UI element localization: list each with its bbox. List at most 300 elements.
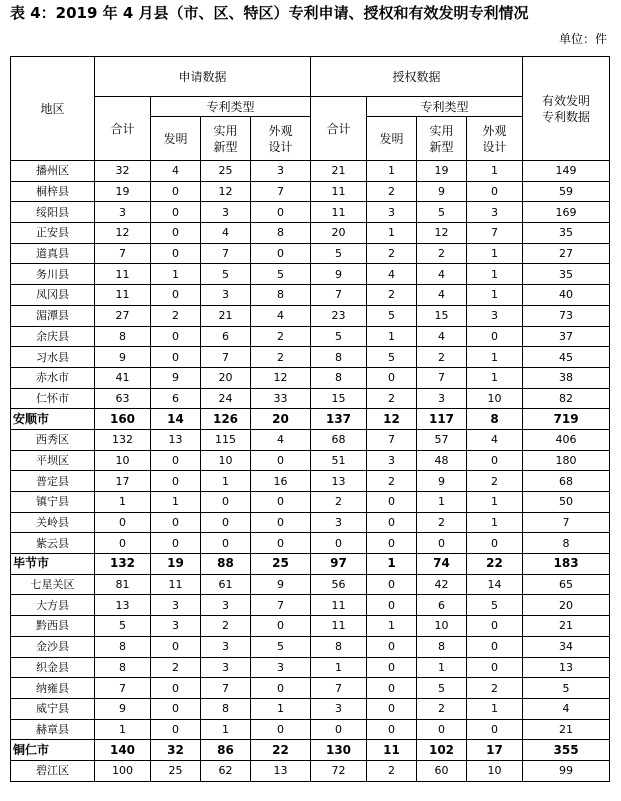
region-cell: 赤水市: [11, 367, 95, 388]
grant-total-cell: 5: [311, 243, 367, 264]
table-row: [11, 512, 610, 533]
valid-invention-cell: 68: [523, 471, 610, 492]
table-row: [11, 492, 610, 513]
grant-utility-cell: 4: [417, 264, 467, 285]
region-cell: 紫云县: [11, 533, 95, 554]
application-invention-cell: 0: [151, 471, 201, 492]
grant-design-cell: 0: [467, 326, 523, 347]
grant-utility-cell: 8: [417, 636, 467, 657]
application-invention-cell: 2: [151, 657, 201, 678]
grant-utility-cell: 57: [417, 429, 467, 450]
valid-invention-cell: 73: [523, 305, 610, 326]
grant-design-cell: 1: [467, 347, 523, 368]
valid-invention-cell: 183: [523, 554, 610, 575]
application-invention-cell: 4: [151, 161, 201, 182]
application-total-cell: 27: [95, 305, 151, 326]
application-invention-cell: 0: [151, 285, 201, 306]
valid-invention-cell: 169: [523, 202, 610, 223]
application-total-cell: 32: [95, 161, 151, 182]
application-design-cell: 0: [251, 616, 311, 637]
application-utility-cell: 3: [201, 202, 251, 223]
application-invention-cell: 0: [151, 347, 201, 368]
grant-total-cell: 2: [311, 492, 367, 513]
valid-invention-cell: 20: [523, 595, 610, 616]
application-invention-cell: 11: [151, 574, 201, 595]
grant-design-cell: 3: [467, 202, 523, 223]
grant-design-cell: 0: [467, 450, 523, 471]
grant-total-cell: 3: [311, 512, 367, 533]
application-utility-cell: 6: [201, 326, 251, 347]
application-utility-cell: 0: [201, 512, 251, 533]
grant-invention-cell: 12: [367, 409, 417, 430]
application-design-cell: 7: [251, 595, 311, 616]
grant-total-cell: 21: [311, 161, 367, 182]
application-utility-cell: 20: [201, 367, 251, 388]
grant-design-cell: 1: [467, 285, 523, 306]
grant-total-cell: 7: [311, 285, 367, 306]
patent-statistics-table: [10, 56, 610, 782]
application-design-cell: 2: [251, 347, 311, 368]
grant-invention-cell: 0: [367, 512, 417, 533]
grant-total-cell: 56: [311, 574, 367, 595]
table-row: [11, 305, 610, 326]
table-row: [11, 388, 610, 409]
grant-design-cell: 8: [467, 409, 523, 430]
grant-invention-cell: 0: [367, 636, 417, 657]
application-total-cell: 81: [95, 574, 151, 595]
application-invention-cell: 0: [151, 698, 201, 719]
application-design-cell: 22: [251, 740, 311, 761]
application-total-cell: 132: [95, 554, 151, 575]
application-utility-cell: 25: [201, 161, 251, 182]
grant-utility-cell: 4: [417, 326, 467, 347]
application-total-cell: 7: [95, 678, 151, 699]
application-invention-cell: 13: [151, 429, 201, 450]
grant-design-cell: 1: [467, 698, 523, 719]
grant-design-cell: 14: [467, 574, 523, 595]
application-invention-cell: 1: [151, 492, 201, 513]
grant-total-cell: 137: [311, 409, 367, 430]
application-design-cell: 0: [251, 719, 311, 740]
application-total-cell: 8: [95, 326, 151, 347]
city-row: [11, 740, 610, 761]
grant-total-cell: 130: [311, 740, 367, 761]
valid-invention-cell: 82: [523, 388, 610, 409]
grant-invention-cell: 2: [367, 388, 417, 409]
application-utility-label: 实用新型: [213, 123, 238, 154]
application-utility-cell: 0: [201, 533, 251, 554]
table-row: [11, 636, 610, 657]
grant-total-cell: 8: [311, 636, 367, 657]
application-total-cell: 9: [95, 698, 151, 719]
valid-invention-cell: 50: [523, 492, 610, 513]
grant-design-cell: 17: [467, 740, 523, 761]
grant-invention-cell: 2: [367, 760, 417, 781]
application-utility-cell: 3: [201, 285, 251, 306]
grant-total-cell: 20: [311, 223, 367, 244]
grant-total-cell: 23: [311, 305, 367, 326]
grant-total-cell: 0: [311, 719, 367, 740]
grant-utility-cell: 102: [417, 740, 467, 761]
grant-utility-cell: 1: [417, 492, 467, 513]
region-cell: 仁怀市: [11, 388, 95, 409]
application-design-cell: 0: [251, 450, 311, 471]
grant-utility-cell: 5: [417, 678, 467, 699]
region-cell: 七星关区: [11, 574, 95, 595]
grant-invention-cell: 1: [367, 616, 417, 637]
valid-invention-cell: 34: [523, 636, 610, 657]
grant-design-cell: 1: [467, 243, 523, 264]
valid-invention-cell: 37: [523, 326, 610, 347]
table-row: [11, 223, 610, 244]
grant-invention-cell: 5: [367, 347, 417, 368]
application-invention-cell: 0: [151, 181, 201, 202]
valid-invention-cell: 27: [523, 243, 610, 264]
application-utility-cell: 3: [201, 595, 251, 616]
grant-design-cell: 5: [467, 595, 523, 616]
grant-utility-cell: 42: [417, 574, 467, 595]
grant-total-cell: 51: [311, 450, 367, 471]
table-row: [11, 698, 610, 719]
application-utility-cell: 1: [201, 719, 251, 740]
application-utility-cell: 5: [201, 264, 251, 285]
region-cell: 黔西县: [11, 616, 95, 637]
application-invention-cell: 2: [151, 305, 201, 326]
region-cell: 绥阳县: [11, 202, 95, 223]
application-design-cell: 13: [251, 760, 311, 781]
table-body: [11, 161, 610, 782]
grant-total-cell: 11: [311, 181, 367, 202]
grant-design-cell: 0: [467, 533, 523, 554]
valid-invention-cell: 99: [523, 760, 610, 781]
application-design-cell: 0: [251, 492, 311, 513]
application-design-cell: 2: [251, 326, 311, 347]
application-utility-cell: 1: [201, 471, 251, 492]
grant-invention-cell: 1: [367, 554, 417, 575]
table-row: [11, 760, 610, 781]
application-invention-cell: 0: [151, 636, 201, 657]
grant-invention-cell: 2: [367, 181, 417, 202]
grant-utility-cell: 12: [417, 223, 467, 244]
application-invention-cell: 3: [151, 595, 201, 616]
application-design-cell: 7: [251, 181, 311, 202]
valid-invention-cell: 35: [523, 264, 610, 285]
region-cell: 正安县: [11, 223, 95, 244]
application-total-cell: 140: [95, 740, 151, 761]
table-row: [11, 367, 610, 388]
grant-utility-cell: 9: [417, 181, 467, 202]
application-total-cell: 3: [95, 202, 151, 223]
application-design-cell: 0: [251, 243, 311, 264]
grant-design-cell: 0: [467, 616, 523, 637]
region-cell: 余庆县: [11, 326, 95, 347]
application-total-cell: 9: [95, 347, 151, 368]
grant-design-cell: 0: [467, 719, 523, 740]
application-utility-header: [201, 117, 251, 161]
application-invention-cell: 0: [151, 326, 201, 347]
valid-invention-cell: 45: [523, 347, 610, 368]
grant-total-cell: 15: [311, 388, 367, 409]
application-utility-cell: 8: [201, 698, 251, 719]
application-design-cell: 20: [251, 409, 311, 430]
city-row: [11, 554, 610, 575]
table-row: [11, 429, 610, 450]
grant-utility-cell: 3: [417, 388, 467, 409]
region-cell: 务川县: [11, 264, 95, 285]
grant-utility-cell: 0: [417, 533, 467, 554]
grant-design-cell: 22: [467, 554, 523, 575]
grant-utility-cell: 7: [417, 367, 467, 388]
grant-design-cell: 2: [467, 678, 523, 699]
application-design-cell: 1: [251, 698, 311, 719]
application-utility-cell: 61: [201, 574, 251, 595]
grant-utility-cell: 9: [417, 471, 467, 492]
table-row: [11, 719, 610, 740]
region-cell: 关岭县: [11, 512, 95, 533]
grant-total-header: 合计: [311, 97, 367, 161]
application-design-cell: 0: [251, 512, 311, 533]
application-total-cell: 17: [95, 471, 151, 492]
grant-total-cell: 11: [311, 595, 367, 616]
grant-utility-cell: 1: [417, 657, 467, 678]
valid-invention-cell: 7: [523, 512, 610, 533]
grant-design-cell: 1: [467, 492, 523, 513]
grant-total-cell: 3: [311, 698, 367, 719]
table-row: [11, 326, 610, 347]
application-invention-cell: 3: [151, 616, 201, 637]
grant-invention-cell: 0: [367, 657, 417, 678]
application-utility-cell: 0: [201, 492, 251, 513]
application-invention-cell: 1: [151, 264, 201, 285]
application-design-cell: 25: [251, 554, 311, 575]
valid-invention-cell: 38: [523, 367, 610, 388]
grant-invention-cell: 1: [367, 223, 417, 244]
application-utility-cell: 88: [201, 554, 251, 575]
table-row: [11, 450, 610, 471]
application-design-cell: 0: [251, 202, 311, 223]
table-title: 表 4：2019 年 4 月县（市、区、特区）专利申请、授权和有效发明专利情况: [10, 4, 529, 22]
application-total-cell: 5: [95, 616, 151, 637]
application-utility-cell: 21: [201, 305, 251, 326]
application-invention-cell: 32: [151, 740, 201, 761]
application-design-cell: 5: [251, 264, 311, 285]
grant-invention-cell: 3: [367, 450, 417, 471]
application-invention-cell: 0: [151, 223, 201, 244]
valid-invention-cell: 8: [523, 533, 610, 554]
application-total-cell: 13: [95, 595, 151, 616]
grant-utility-cell: 19: [417, 161, 467, 182]
valid-invention-header: [523, 57, 610, 161]
application-design-cell: 3: [251, 161, 311, 182]
valid-invention-cell: 21: [523, 719, 610, 740]
application-utility-cell: 62: [201, 760, 251, 781]
application-invention-cell: 6: [151, 388, 201, 409]
grant-utility-cell: 4: [417, 285, 467, 306]
grant-invention-header: 发明: [367, 117, 417, 161]
grant-design-cell: 0: [467, 636, 523, 657]
region-cell: 纳雍县: [11, 678, 95, 699]
grant-invention-cell: 4: [367, 264, 417, 285]
grant-total-cell: 11: [311, 616, 367, 637]
application-design-cell: 12: [251, 367, 311, 388]
application-invention-cell: 25: [151, 760, 201, 781]
grant-total-cell: 68: [311, 429, 367, 450]
grant-utility-header: [417, 117, 467, 161]
application-total-cell: 132: [95, 429, 151, 450]
valid-invention-cell: 59: [523, 181, 610, 202]
grant-design-header: [467, 117, 523, 161]
table-row: [11, 243, 610, 264]
table-row: [11, 181, 610, 202]
table-row: [11, 285, 610, 306]
grant-total-cell: 8: [311, 347, 367, 368]
application-total-cell: 11: [95, 264, 151, 285]
valid-invention-cell: 180: [523, 450, 610, 471]
application-design-cell: 16: [251, 471, 311, 492]
application-total-cell: 0: [95, 512, 151, 533]
table-row: [11, 616, 610, 637]
grant-design-cell: 1: [467, 264, 523, 285]
grant-invention-cell: 1: [367, 161, 417, 182]
unit-label: 单位：件: [558, 32, 607, 46]
application-invention-cell: 19: [151, 554, 201, 575]
application-total-cell: 63: [95, 388, 151, 409]
table-row: [11, 161, 610, 182]
grant-utility-cell: 2: [417, 243, 467, 264]
grant-invention-cell: 0: [367, 698, 417, 719]
grant-utility-cell: 5: [417, 202, 467, 223]
grant-utility-cell: 60: [417, 760, 467, 781]
application-invention-cell: 0: [151, 719, 201, 740]
grant-utility-cell: 0: [417, 719, 467, 740]
region-cell: 习水县: [11, 347, 95, 368]
grant-design-cell: 1: [467, 161, 523, 182]
grant-invention-cell: 3: [367, 202, 417, 223]
grant-design-label: 外观设计: [482, 123, 507, 154]
region-cell: 碧江区: [11, 760, 95, 781]
valid-invention-cell: 355: [523, 740, 610, 761]
application-utility-cell: 86: [201, 740, 251, 761]
application-total-cell: 11: [95, 285, 151, 306]
application-total-cell: 160: [95, 409, 151, 430]
application-invention-cell: 0: [151, 533, 201, 554]
region-cell: 大方县: [11, 595, 95, 616]
region-cell: 毕节市: [11, 554, 95, 575]
region-cell: 安顺市: [11, 409, 95, 430]
grant-invention-cell: 7: [367, 429, 417, 450]
valid-invention-cell: 35: [523, 223, 610, 244]
grant-design-cell: 3: [467, 305, 523, 326]
table-row: [11, 678, 610, 699]
application-design-cell: 0: [251, 678, 311, 699]
application-invention-cell: 0: [151, 678, 201, 699]
application-design-cell: 9: [251, 574, 311, 595]
grant-design-cell: 10: [467, 388, 523, 409]
valid-invention-cell: 21: [523, 616, 610, 637]
application-total-header: 合计: [95, 97, 151, 161]
region-cell: 西秀区: [11, 429, 95, 450]
application-total-cell: 0: [95, 533, 151, 554]
table-row: [11, 574, 610, 595]
application-design-cell: 4: [251, 305, 311, 326]
application-invention-cell: 0: [151, 512, 201, 533]
grant-utility-cell: 2: [417, 347, 467, 368]
application-utility-cell: 126: [201, 409, 251, 430]
grant-utility-label: 实用新型: [429, 123, 454, 154]
grant-total-cell: 11: [311, 202, 367, 223]
application-total-cell: 8: [95, 636, 151, 657]
grant-invention-cell: 0: [367, 595, 417, 616]
application-utility-cell: 2: [201, 616, 251, 637]
grant-total-cell: 1: [311, 657, 367, 678]
grant-total-cell: 8: [311, 367, 367, 388]
region-cell: 普定县: [11, 471, 95, 492]
grant-invention-cell: 0: [367, 533, 417, 554]
grant-total-cell: 13: [311, 471, 367, 492]
application-invention-cell: 14: [151, 409, 201, 430]
application-total-cell: 100: [95, 760, 151, 781]
grant-invention-cell: 2: [367, 471, 417, 492]
grant-design-cell: 10: [467, 760, 523, 781]
grant-utility-cell: 117: [417, 409, 467, 430]
grant-invention-cell: 0: [367, 492, 417, 513]
region-cell: 织金县: [11, 657, 95, 678]
table-row: [11, 533, 610, 554]
application-utility-cell: 115: [201, 429, 251, 450]
valid-invention-cell: 4: [523, 698, 610, 719]
valid-invention-cell: 40: [523, 285, 610, 306]
application-design-cell: 4: [251, 429, 311, 450]
application-total-cell: 7: [95, 243, 151, 264]
grant-invention-cell: 1: [367, 326, 417, 347]
application-invention-cell: 9: [151, 367, 201, 388]
table-row: [11, 471, 610, 492]
region-cell: 铜仁市: [11, 740, 95, 761]
application-utility-cell: 7: [201, 243, 251, 264]
grant-design-cell: 0: [467, 657, 523, 678]
application-utility-cell: 4: [201, 223, 251, 244]
grant-invention-cell: 11: [367, 740, 417, 761]
application-utility-cell: 7: [201, 678, 251, 699]
grant-total-cell: 72: [311, 760, 367, 781]
region-cell: 道真县: [11, 243, 95, 264]
application-total-cell: 1: [95, 719, 151, 740]
region-cell: 金沙县: [11, 636, 95, 657]
region-header: 地区: [11, 57, 95, 161]
application-design-cell: 8: [251, 285, 311, 306]
application-header: 申请数据: [95, 57, 311, 97]
grant-invention-cell: 0: [367, 678, 417, 699]
application-total-cell: 8: [95, 657, 151, 678]
application-total-cell: 12: [95, 223, 151, 244]
grant-utility-cell: 74: [417, 554, 467, 575]
valid-invention-cell: 406: [523, 429, 610, 450]
application-utility-cell: 7: [201, 347, 251, 368]
application-invention-header: 发明: [151, 117, 201, 161]
grant-invention-cell: 2: [367, 285, 417, 306]
region-cell: 桐梓县: [11, 181, 95, 202]
grant-total-cell: 97: [311, 554, 367, 575]
grant-patent-type-header: 专利类型: [367, 97, 523, 117]
application-design-label: 外观设计: [268, 123, 293, 154]
grant-utility-cell: 48: [417, 450, 467, 471]
grant-design-cell: 1: [467, 512, 523, 533]
table-row: [11, 202, 610, 223]
application-invention-cell: 0: [151, 202, 201, 223]
application-total-cell: 1: [95, 492, 151, 513]
grant-utility-cell: 10: [417, 616, 467, 637]
grant-design-cell: 7: [467, 223, 523, 244]
